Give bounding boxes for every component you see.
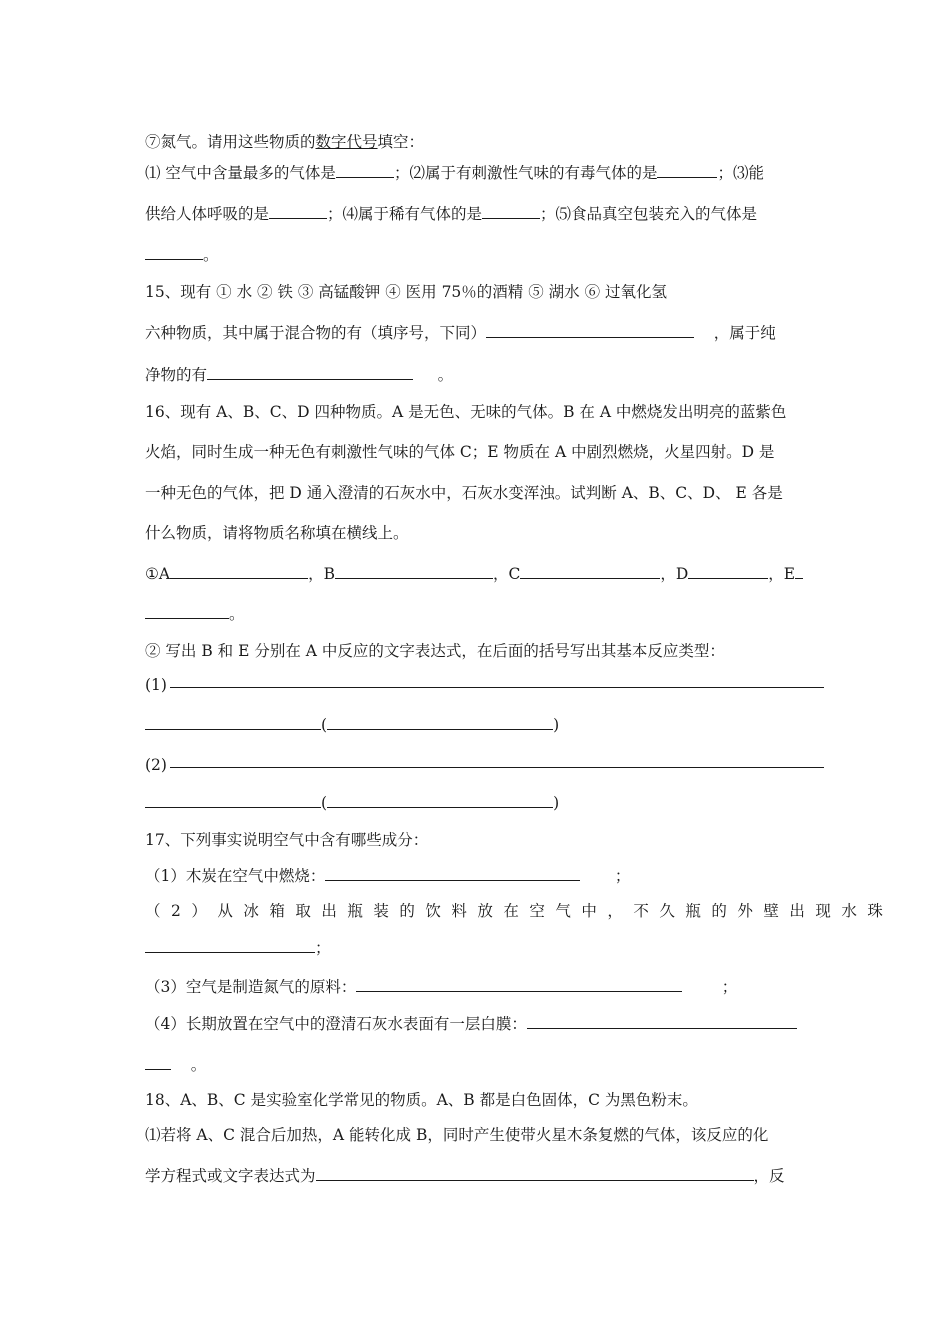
answer-blank-mixtures[interactable] xyxy=(486,323,694,338)
q14-line-3: 供给人体呼吸的是 ；⑷属于稀有气体的是 ；⑸食品真空包装充入的气体是 xyxy=(145,205,758,223)
q16-equation-2-type: ( ) xyxy=(145,792,559,814)
answer-blank-equation[interactable] xyxy=(316,1166,754,1181)
q16-part-2: ② 写出 B 和 E 分别在 A 中反应的文字表达式，在后面的括号写出其基本反应类型： xyxy=(145,642,725,660)
q16-line-4: 什么物质，请将物质名称填在横线上。 xyxy=(145,524,409,542)
q17-item-3: （3）空气是制造氮气的原料： ； xyxy=(145,978,738,996)
answer-blank[interactable] xyxy=(482,204,540,219)
q16-line-2: 火焰，同时生成一种无色有刺激性气味的气体 C；E 物质在 A 中剧烈燃烧，火星四射。D 是 xyxy=(145,443,775,461)
answer-blank-b[interactable] xyxy=(335,564,493,579)
q16-line-3: 一种无色的气体，把 D 通入澄清的石灰水中，石灰水变浑浊。试判断 A、B、C、D、 E 各是 xyxy=(145,484,783,502)
q16-line-1: 16、现有 A、B、C、D 四种物质。A 是无色、无味的气体。B 在 A 中燃烧发出明亮的蓝紫色 xyxy=(145,403,787,421)
answer-blank-charcoal[interactable] xyxy=(325,866,580,881)
q16-blank-e-continued: 。 xyxy=(145,603,245,625)
answer-blank-eq1-cont[interactable] xyxy=(145,715,321,730)
answer-blank[interactable] xyxy=(145,245,203,260)
answer-blank-e-continued[interactable] xyxy=(145,604,229,619)
q17-item-1: （1）木炭在空气中燃烧： ； xyxy=(145,867,631,885)
answer-blank-eq2-cont[interactable] xyxy=(145,793,321,808)
q17-title: 17、下列事实说明空气中含有哪些成分： xyxy=(145,831,429,849)
answer-blank-water[interactable] xyxy=(145,938,315,953)
q17-item-4: （4）长期放置在空气中的澄清石灰水表面有一层白膜： xyxy=(145,1013,797,1035)
q17-item-2-blank-line: ； xyxy=(145,937,331,959)
answer-line-eq2[interactable] xyxy=(170,767,824,768)
answer-line-eq1[interactable] xyxy=(170,687,824,688)
answer-blank[interactable] xyxy=(336,163,394,178)
answer-blank-co2-cont[interactable] xyxy=(145,1055,171,1070)
q14-line-2: ⑴ 空气中含量最多的气体是 ；⑵属于有刺激性气味的有毒气体的是 ；⑶能 xyxy=(145,164,764,182)
answer-blank-nitrogen[interactable] xyxy=(356,977,682,992)
answer-blank[interactable] xyxy=(657,163,717,178)
q16-equation-1-label: (1) xyxy=(145,676,167,694)
q16-equation-1-type: ( ) xyxy=(145,714,559,736)
answer-blank-pure[interactable] xyxy=(207,365,413,380)
answer-blank-a[interactable] xyxy=(170,564,308,579)
q18-line-1: 18、A、B、C 是实验室化学常见的物质。A、B 都是白色固体，C 为黑色粉末。 xyxy=(145,1091,698,1109)
answer-blank-eq1-type[interactable] xyxy=(327,715,553,730)
digit-code-underlined: 数字代号 xyxy=(315,133,378,151)
answer-blank-co2[interactable] xyxy=(527,1014,797,1029)
answer-blank-eq2-type[interactable] xyxy=(327,793,553,808)
answer-blank[interactable] xyxy=(269,204,327,219)
q18-line-2: ⑴若将 A、C 混合后加热，A 能转化成 B，同时产生使带火星木条复燃的气体，该反应的化 xyxy=(145,1126,769,1144)
q15-line-1: 15、现有 ① 水 ② 铁 ③ 高锰酸钾 ④ 医用 75％的酒精 ⑤ 湖水 ⑥ 过氧化氢 xyxy=(145,283,667,301)
q14-line-4: 。 xyxy=(145,244,219,266)
answer-blank-c[interactable] xyxy=(520,564,660,579)
q17-item-2: （2）从冰箱取出瓶装的饮料放在空气中，不久瓶的外壁出现水珠 xyxy=(145,902,894,920)
q14-line-1: ⑦氮气。请用这些物质的数字代号填空： xyxy=(145,133,425,151)
answer-blank-e[interactable] xyxy=(795,564,803,579)
q15-line-3: 净物的有 。 xyxy=(145,366,454,384)
q15-line-2: 六种物质，其中属于混合物的有（填序号，下同） ，属于纯 xyxy=(145,324,776,342)
q16-blanks-line: ①A ，B ，C ，D ，E xyxy=(145,563,803,585)
q17-item-4-continued: 。 xyxy=(145,1054,206,1076)
answer-blank-d[interactable] xyxy=(688,564,768,579)
q16-equation-2-label: (2) xyxy=(145,756,167,774)
q18-line-3: 学方程式或文字表达式为 ，反 xyxy=(145,1167,785,1185)
